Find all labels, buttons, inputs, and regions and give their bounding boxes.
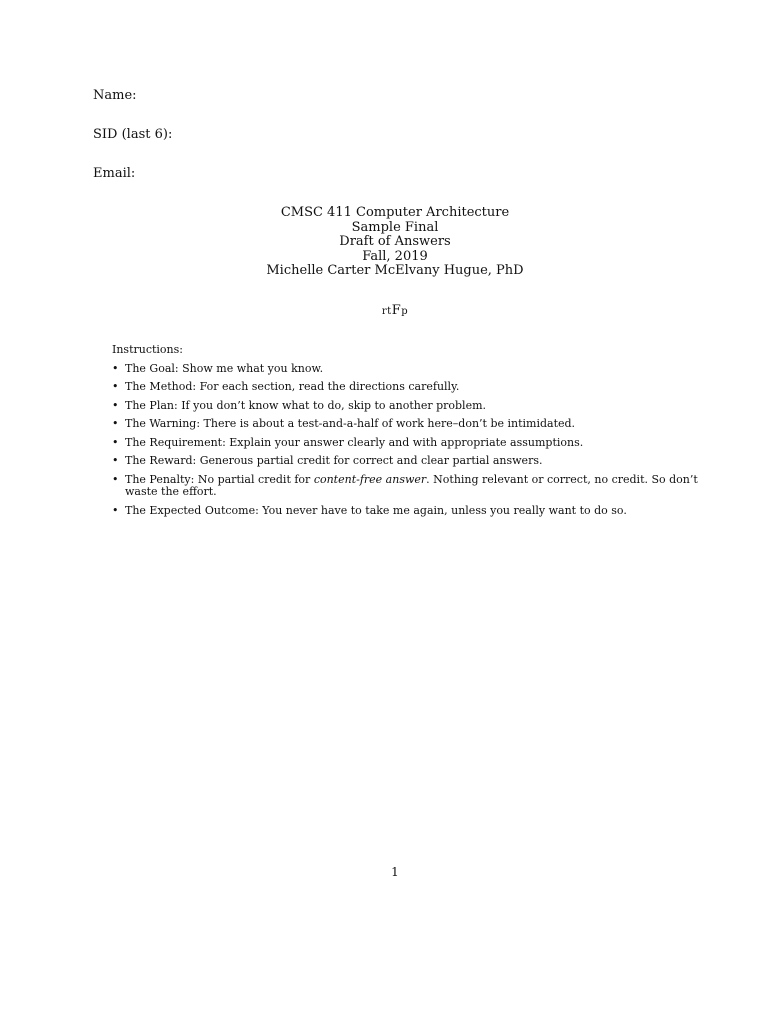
exam-title: Sample Final xyxy=(351,219,439,235)
title-block xyxy=(0,206,768,279)
instructions-list xyxy=(112,363,702,518)
bullet-icon: • xyxy=(112,398,119,412)
bullet-icon: • xyxy=(112,454,119,467)
instruction-text-before: The Penalty: No partial credit for xyxy=(125,472,314,486)
exam-code xyxy=(0,303,768,318)
exam-code-part1: rt xyxy=(381,306,392,317)
instruction-item xyxy=(112,400,702,413)
instruction-item xyxy=(112,381,702,394)
bullet-icon: • xyxy=(112,435,119,449)
instruction-text xyxy=(125,473,698,499)
instruction-text: The Goal: Show me what you know. xyxy=(125,361,324,375)
bullet-icon: • xyxy=(112,503,119,517)
instruction-item xyxy=(112,363,702,376)
instructor-name: Michelle Carter McElvany Hugue, PhD xyxy=(266,263,524,279)
email-label: Email: xyxy=(93,166,136,181)
page-number: 1 xyxy=(391,865,399,879)
bullet-icon: • xyxy=(112,417,119,430)
exam-term: Fall, 2019 xyxy=(362,248,428,264)
sid-label: SID (last 6): xyxy=(93,127,173,142)
instruction-item xyxy=(112,418,702,431)
instruction-text: The Expected Outcome: You never have to take me again, unless you really want to do so. xyxy=(125,503,627,517)
instruction-item xyxy=(112,437,702,450)
instruction-text: The Requirement: Explain your answer clearly and with appropriate assumptions. xyxy=(125,435,584,449)
instructions-heading: Instructions: xyxy=(112,343,183,356)
exam-code-part2: F xyxy=(391,303,402,318)
instruction-emphasis: content-free answer xyxy=(313,472,427,486)
instruction-text: The Warning: There is about a test-and-a-half of work here–don’t be intimidated. xyxy=(125,417,576,430)
name-label: Name: xyxy=(93,88,137,103)
instruction-item xyxy=(112,474,702,499)
instruction-text: The Plan: If you don’t know what to do, skip to another problem. xyxy=(125,398,487,412)
instruction-text: The Method: For each section, read the directions carefully. xyxy=(125,380,460,393)
instruction-text-after: . Nothing relevant or correct, no credit. So don’t waste the effort. xyxy=(125,472,698,498)
instruction-item xyxy=(112,455,702,468)
bullet-icon: • xyxy=(112,361,119,375)
exam-version: Draft of Answers xyxy=(339,234,451,250)
instruction-item xyxy=(112,505,702,518)
instruction-text: The Reward: Generous partial credit for correct and clear partial answers. xyxy=(125,454,543,467)
bullet-icon: • xyxy=(112,380,119,393)
instructions-section xyxy=(112,344,702,523)
exam-code-part3: p xyxy=(401,306,409,317)
course-title: CMSC 411 Computer Architecture xyxy=(280,205,510,220)
bullet-icon: • xyxy=(112,472,119,486)
